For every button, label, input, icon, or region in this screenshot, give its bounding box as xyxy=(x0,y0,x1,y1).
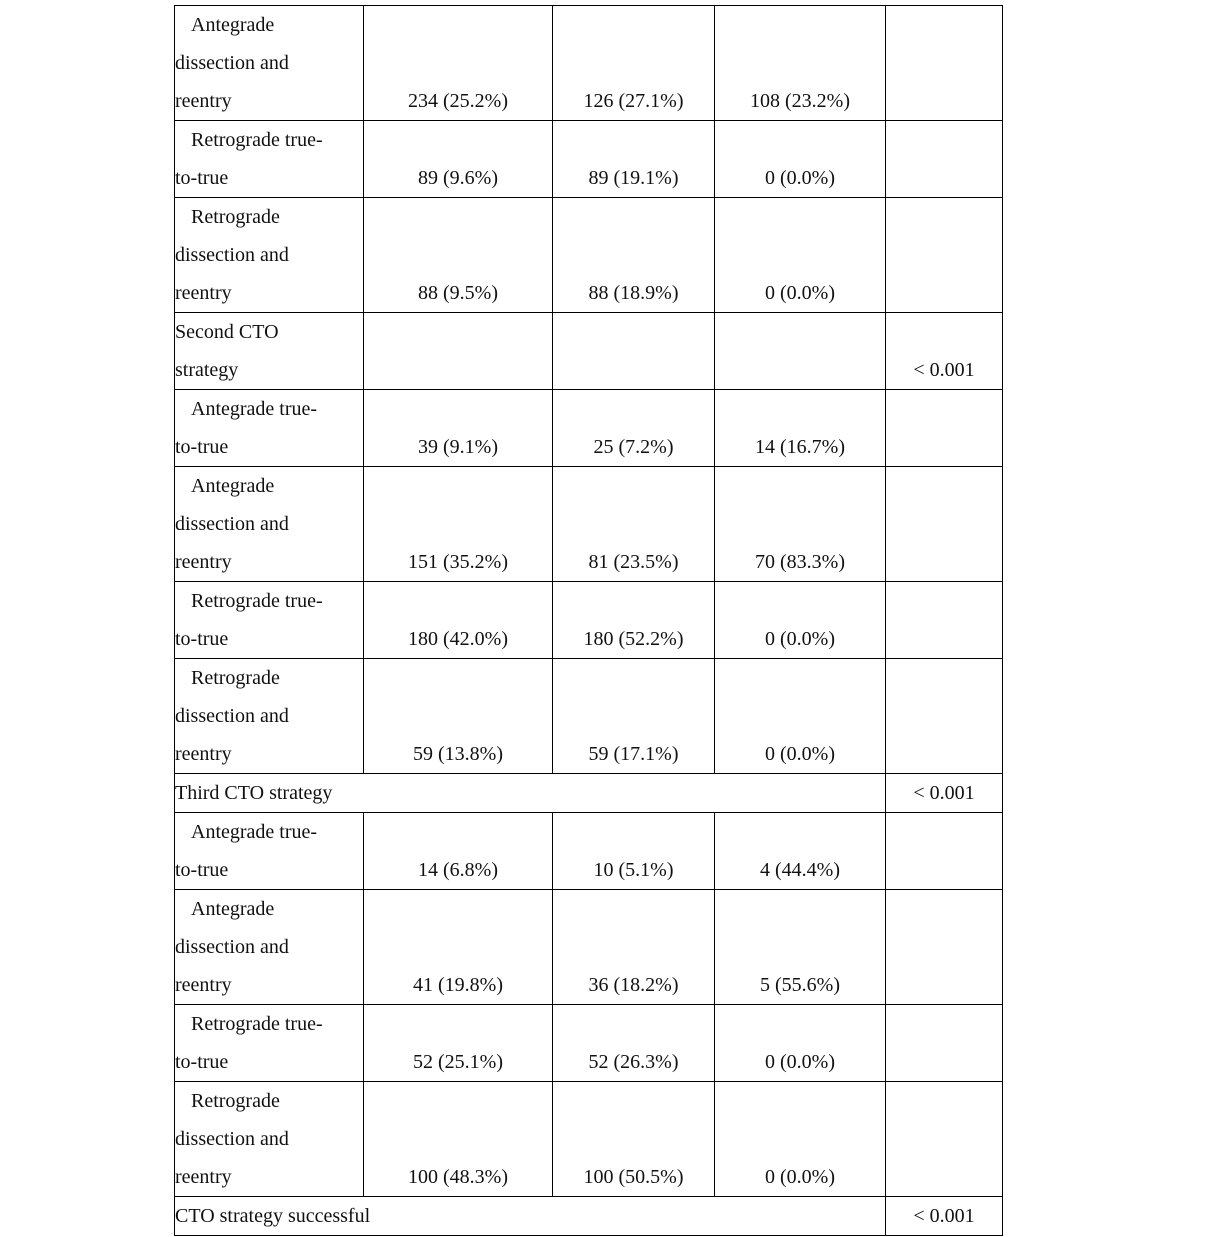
value-cell-2: 52 (26.3%) xyxy=(553,1005,715,1082)
row-label-line: reentry xyxy=(175,743,232,765)
p-value xyxy=(886,1082,1003,1197)
row-label-line: dissection and xyxy=(175,936,289,958)
row-label-line: Antegrade true- xyxy=(191,821,318,843)
value-cell-3: 0 (0.0%) xyxy=(715,659,886,774)
row-label-line: dissection and xyxy=(175,244,289,266)
row-label xyxy=(175,659,364,774)
row-label xyxy=(175,313,364,390)
row-label-line: to-true xyxy=(175,436,229,458)
p-value: < 0.001 xyxy=(886,774,1003,813)
table-row xyxy=(175,6,1003,121)
row-label-line: strategy xyxy=(175,359,239,381)
value-cell-3: 14 (16.7%) xyxy=(715,390,886,467)
row-label xyxy=(175,198,364,313)
value-cell-3: 4 (44.4%) xyxy=(715,813,886,890)
value-cell-2: 81 (23.5%) xyxy=(553,467,715,582)
p-value xyxy=(886,6,1003,121)
section-label: CTO strategy successful xyxy=(175,1197,886,1236)
row-label-line: Second CTO xyxy=(175,321,279,343)
row-label xyxy=(175,390,364,467)
row-label-line: to-true xyxy=(175,167,229,189)
p-value xyxy=(886,390,1003,467)
value-cell-3 xyxy=(715,313,886,390)
row-label xyxy=(175,582,364,659)
row-label xyxy=(175,890,364,1005)
row-label-line: reentry xyxy=(175,282,232,304)
row-label-line: Antegrade xyxy=(191,475,275,497)
table-row xyxy=(175,390,1003,467)
table-section-row xyxy=(175,1197,1003,1236)
p-value: < 0.001 xyxy=(886,1197,1003,1236)
p-value xyxy=(886,121,1003,198)
row-label-line: to-true xyxy=(175,859,229,881)
value-cell-3: 0 (0.0%) xyxy=(715,1082,886,1197)
row-label-line: dissection and xyxy=(175,1128,289,1150)
row-label-line: Retrograde xyxy=(191,667,280,689)
row-label-line: reentry xyxy=(175,551,232,573)
value-cell-2: 36 (18.2%) xyxy=(553,890,715,1005)
row-label-line: Retrograde true- xyxy=(191,1013,323,1035)
value-cell-1: 234 (25.2%) xyxy=(364,6,553,121)
value-cell-1: 151 (35.2%) xyxy=(364,467,553,582)
value-cell-2: 25 (7.2%) xyxy=(553,390,715,467)
value-cell-3: 108 (23.2%) xyxy=(715,6,886,121)
row-label-line: Antegrade xyxy=(191,14,275,36)
table-row xyxy=(175,1005,1003,1082)
value-cell-2: 126 (27.1%) xyxy=(553,6,715,121)
value-cell-1: 14 (6.8%) xyxy=(364,813,553,890)
value-cell-2: 180 (52.2%) xyxy=(553,582,715,659)
value-cell-3: 70 (83.3%) xyxy=(715,467,886,582)
value-cell-2: 100 (50.5%) xyxy=(553,1082,715,1197)
value-cell-3: 5 (55.6%) xyxy=(715,890,886,1005)
value-cell-1: 39 (9.1%) xyxy=(364,390,553,467)
row-label xyxy=(175,813,364,890)
row-label xyxy=(175,467,364,582)
value-cell-3: 0 (0.0%) xyxy=(715,198,886,313)
p-value xyxy=(886,659,1003,774)
value-cell-1: 100 (48.3%) xyxy=(364,1082,553,1197)
row-label-line: Retrograde xyxy=(191,206,280,228)
table-row xyxy=(175,467,1003,582)
value-cell-2: 59 (17.1%) xyxy=(553,659,715,774)
row-label-line: reentry xyxy=(175,1166,232,1188)
row-label-line: dissection and xyxy=(175,513,289,535)
table-row xyxy=(175,198,1003,313)
value-cell-2: 88 (18.9%) xyxy=(553,198,715,313)
table-row xyxy=(175,1082,1003,1197)
value-cell-3: 0 (0.0%) xyxy=(715,121,886,198)
value-cell-1: 88 (9.5%) xyxy=(364,198,553,313)
value-cell-3: 0 (0.0%) xyxy=(715,582,886,659)
p-value xyxy=(886,198,1003,313)
table-section-row xyxy=(175,313,1003,390)
value-cell-3: 0 (0.0%) xyxy=(715,1005,886,1082)
row-label xyxy=(175,1082,364,1197)
row-label-line: to-true xyxy=(175,1051,229,1073)
row-label xyxy=(175,121,364,198)
row-label-line: Retrograde xyxy=(191,1090,280,1112)
value-cell-1: 89 (9.6%) xyxy=(364,121,553,198)
table-row xyxy=(175,582,1003,659)
value-cell-1: 41 (19.8%) xyxy=(364,890,553,1005)
p-value xyxy=(886,467,1003,582)
row-label-line: Retrograde true- xyxy=(191,590,323,612)
table-row xyxy=(175,659,1003,774)
value-cell-2: 89 (19.1%) xyxy=(553,121,715,198)
table-row xyxy=(175,121,1003,198)
p-value xyxy=(886,1005,1003,1082)
value-cell-1: 52 (25.1%) xyxy=(364,1005,553,1082)
value-cell-2: 10 (5.1%) xyxy=(553,813,715,890)
row-label-line: reentry xyxy=(175,974,232,996)
row-label xyxy=(175,6,364,121)
p-value xyxy=(886,582,1003,659)
value-cell-1: 59 (13.8%) xyxy=(364,659,553,774)
p-value xyxy=(886,890,1003,1005)
row-label-line: Antegrade true- xyxy=(191,398,318,420)
row-label-line: Antegrade xyxy=(191,898,275,920)
p-value: < 0.001 xyxy=(886,313,1003,390)
table-row xyxy=(175,813,1003,890)
value-cell-2 xyxy=(553,313,715,390)
row-label-line: reentry xyxy=(175,90,232,112)
value-cell-1: 180 (42.0%) xyxy=(364,582,553,659)
row-label-line: to-true xyxy=(175,628,229,650)
table-section-row xyxy=(175,774,1003,813)
cto-strategy-table xyxy=(174,5,1003,1236)
row-label xyxy=(175,1005,364,1082)
row-label-line: dissection and xyxy=(175,705,289,727)
table-row xyxy=(175,890,1003,1005)
section-label: Third CTO strategy xyxy=(175,774,886,813)
row-label-line: dissection and xyxy=(175,52,289,74)
value-cell-1 xyxy=(364,313,553,390)
row-label-line: Retrograde true- xyxy=(191,129,323,151)
p-value xyxy=(886,813,1003,890)
